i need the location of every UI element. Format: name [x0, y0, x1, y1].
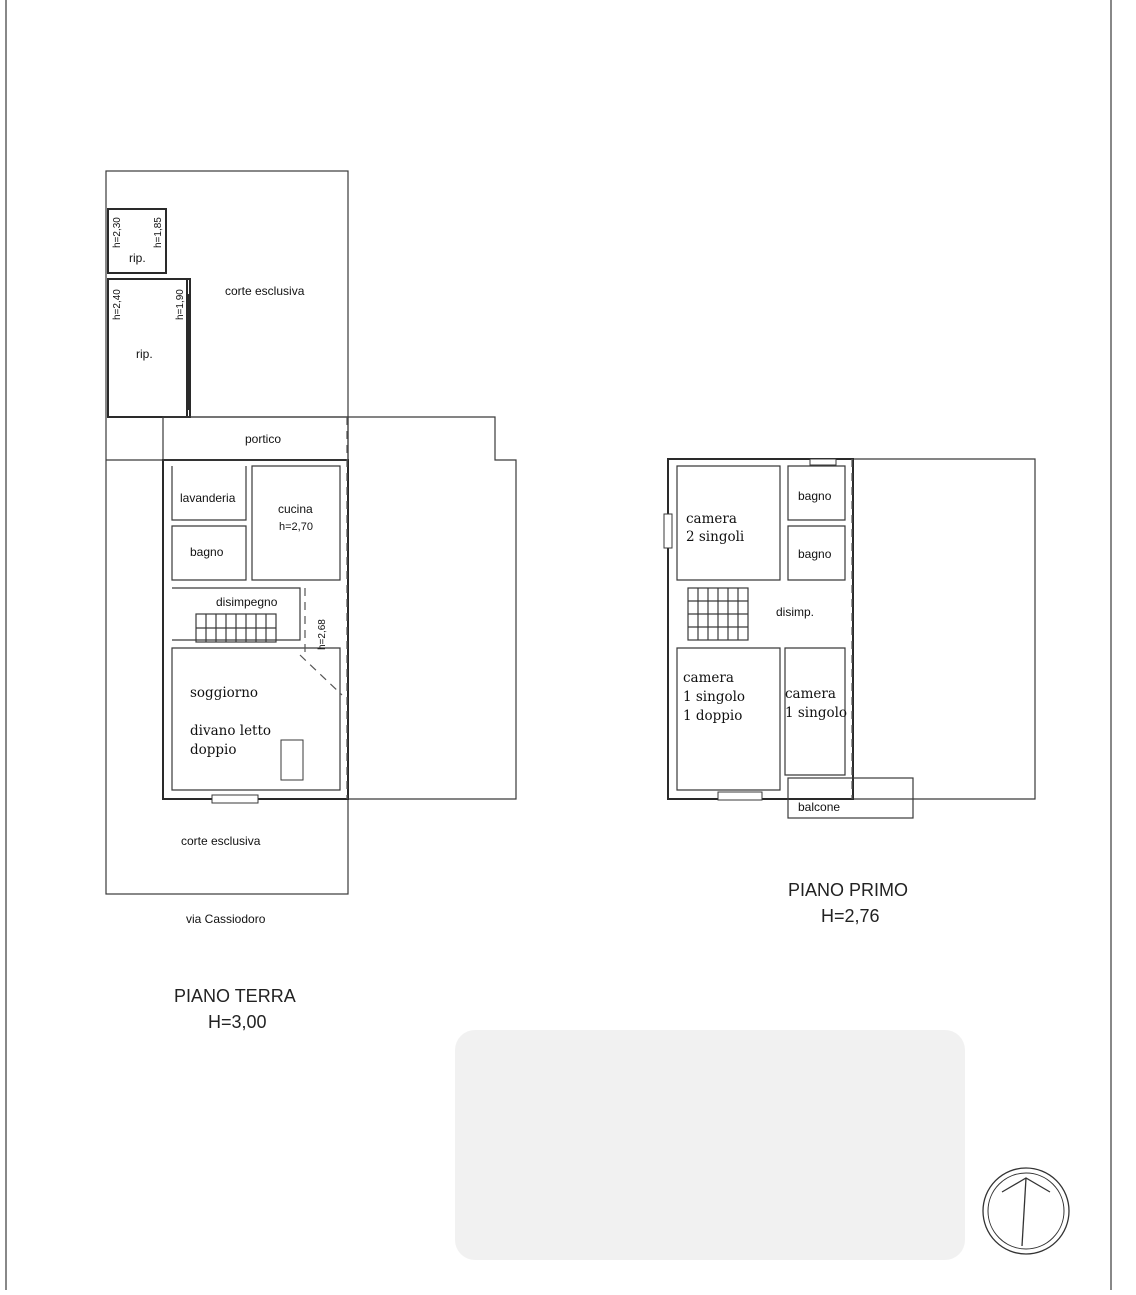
label-cucina: cucina: [278, 502, 313, 516]
label-camera-b3: 1 doppio: [683, 708, 743, 724]
height-268: h=2,68: [317, 619, 328, 650]
ground-floor-plan: [106, 171, 516, 1032]
label-divano-1: divano letto: [190, 723, 272, 739]
window-living: [212, 795, 258, 803]
label-bagno-1: bagno: [798, 489, 832, 503]
label-corte-bottom: corte esclusiva: [181, 834, 261, 848]
first-floor-height: H=2,76: [821, 906, 880, 926]
label-camera-c2: 1 singolo: [785, 705, 848, 721]
label-balcone: balcone: [798, 800, 841, 814]
label-portico: portico: [245, 432, 282, 446]
ground-stairs: [196, 614, 276, 642]
ground-floor-height: H=3,00: [208, 1012, 267, 1032]
label-camera-b1: camera: [683, 670, 734, 686]
label-disimpegno: disimpegno: [216, 595, 278, 609]
label-divano-2: doppio: [190, 742, 237, 758]
north-arrow-icon: [983, 1168, 1069, 1254]
label-bagno-ground: bagno: [190, 545, 224, 559]
label-disimp: disimp.: [776, 605, 815, 619]
label-soggiorno: soggiorno: [190, 685, 259, 701]
height-230: h=2,30: [112, 217, 123, 248]
label-camera-b2: 1 singolo: [683, 689, 746, 705]
height-240: h=2,40: [112, 289, 123, 320]
window-bedroom-b: [718, 792, 762, 800]
first-floor-title: PIANO PRIMO: [788, 880, 909, 900]
label-street: via Cassiodoro: [186, 912, 266, 926]
ground-floor-title: PIANO TERRA: [174, 986, 296, 1006]
window-bedroom-a: [664, 514, 672, 548]
label-bagno-2: bagno: [798, 547, 832, 561]
label-lavanderia: lavanderia: [180, 491, 236, 505]
label-camera-a1: camera: [686, 511, 737, 527]
first-floor-outer-walls: [668, 459, 853, 799]
diagonal-dashed: [300, 655, 342, 695]
label-rip-lower: rip.: [136, 347, 153, 361]
label-cucina-height: h=2,70: [279, 521, 313, 533]
height-185: h=1,85: [153, 217, 164, 248]
first-stairs: [688, 588, 748, 640]
label-camera-a2: 2 singoli: [686, 529, 745, 545]
first-floor-plan: [664, 459, 1035, 926]
label-camera-c1: camera: [785, 686, 836, 702]
fixture-living: [281, 740, 303, 780]
label-rip-upper: rip.: [129, 251, 146, 265]
label-corte-top: corte esclusiva: [225, 284, 305, 298]
window-bathroom: [810, 459, 836, 465]
faded-watermark: [455, 1030, 965, 1260]
height-190: h=1,90: [175, 289, 186, 320]
